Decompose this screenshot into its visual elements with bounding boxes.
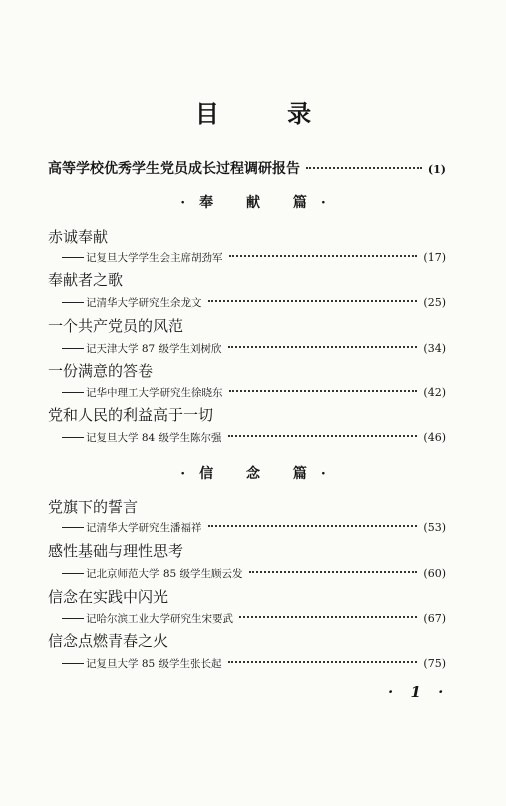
essay-title[interactable]: 一个共产党员的风范 [48,317,184,335]
essay-title[interactable]: 赤诚奉献 [48,228,109,246]
page-number: (75) [423,657,446,670]
dot-leader [306,166,422,169]
toc-sub-entry[interactable] [62,250,446,265]
entry-title: 高等学校优秀学生党员成长过程调研报告 [48,161,300,177]
page-number: (53) [423,521,446,534]
toc-sub-entry[interactable] [62,430,446,445]
dot-leader [249,570,418,573]
em-dash [62,527,84,528]
page-title: 目 录 [194,99,342,128]
essay-title[interactable]: 党旗下的誓言 [48,498,139,516]
entry-subtitle: 记复旦大学学生会主席胡劲军 [86,252,223,264]
essay-title[interactable]: 一份满意的答卷 [48,362,154,380]
toc-sub-entry[interactable] [62,341,446,356]
toc-sub-entry[interactable] [62,611,446,626]
entry-subtitle: 记清华大学研究生潘福祥 [86,522,202,534]
section-heading-dedication: ·奉 献 篇· [180,195,340,211]
dot-leader [228,345,418,348]
em-dash [62,618,84,619]
page-number: (25) [423,296,446,309]
page-number: (46) [423,431,446,444]
toc-sub-entry[interactable] [62,520,446,535]
dot-leader [208,524,418,527]
page-number: (17) [423,251,446,264]
dot-leader [228,434,418,437]
entry-subtitle: 记哈尔滨工业大学研究生宋要武 [86,613,233,625]
toc-main-entry[interactable] [48,158,446,178]
entry-subtitle: 记清华大学研究生余龙文 [86,297,202,309]
page-number: (60) [423,567,446,580]
dot-leader [228,660,418,663]
em-dash [62,257,84,258]
page-number: (67) [423,612,446,625]
dot-leader [229,254,418,257]
page-number: (1) [427,163,446,176]
essay-title[interactable]: 党和人民的利益高于一切 [48,406,214,424]
entry-subtitle: 记华中理工大学研究生徐晓东 [86,387,223,399]
em-dash [62,437,84,438]
dot-leader [229,389,418,392]
page-number: (34) [423,342,446,355]
entry-subtitle: 记复旦大学 84 级学生陈尔强 [86,432,222,444]
em-dash [62,348,84,349]
page-number: (42) [423,386,446,399]
toc-sub-entry[interactable] [62,295,446,310]
dot-leader [239,615,417,618]
toc-sub-entry[interactable] [62,566,446,581]
section-heading-belief: ·信 念 篇· [180,466,340,482]
toc-sub-entry[interactable] [62,385,446,400]
em-dash [62,392,84,393]
entry-subtitle: 记北京师范大学 85 级学生顾云发 [86,568,243,580]
toc-sub-entry[interactable] [62,656,446,671]
essay-title[interactable]: 奉献者之歌 [48,271,124,289]
em-dash [62,302,84,303]
em-dash [62,663,84,664]
page-folio: · 1 · [388,683,450,701]
dot-leader [208,299,418,302]
entry-subtitle: 记天津大学 87 级学生刘树欣 [86,343,222,355]
em-dash [62,573,84,574]
essay-title[interactable]: 信念点燃青春之火 [48,632,169,650]
essay-title[interactable]: 感性基础与理性思考 [48,542,184,560]
entry-subtitle: 记复旦大学 85 级学生张长起 [86,658,222,670]
essay-title[interactable]: 信念在实践中闪光 [48,588,169,606]
